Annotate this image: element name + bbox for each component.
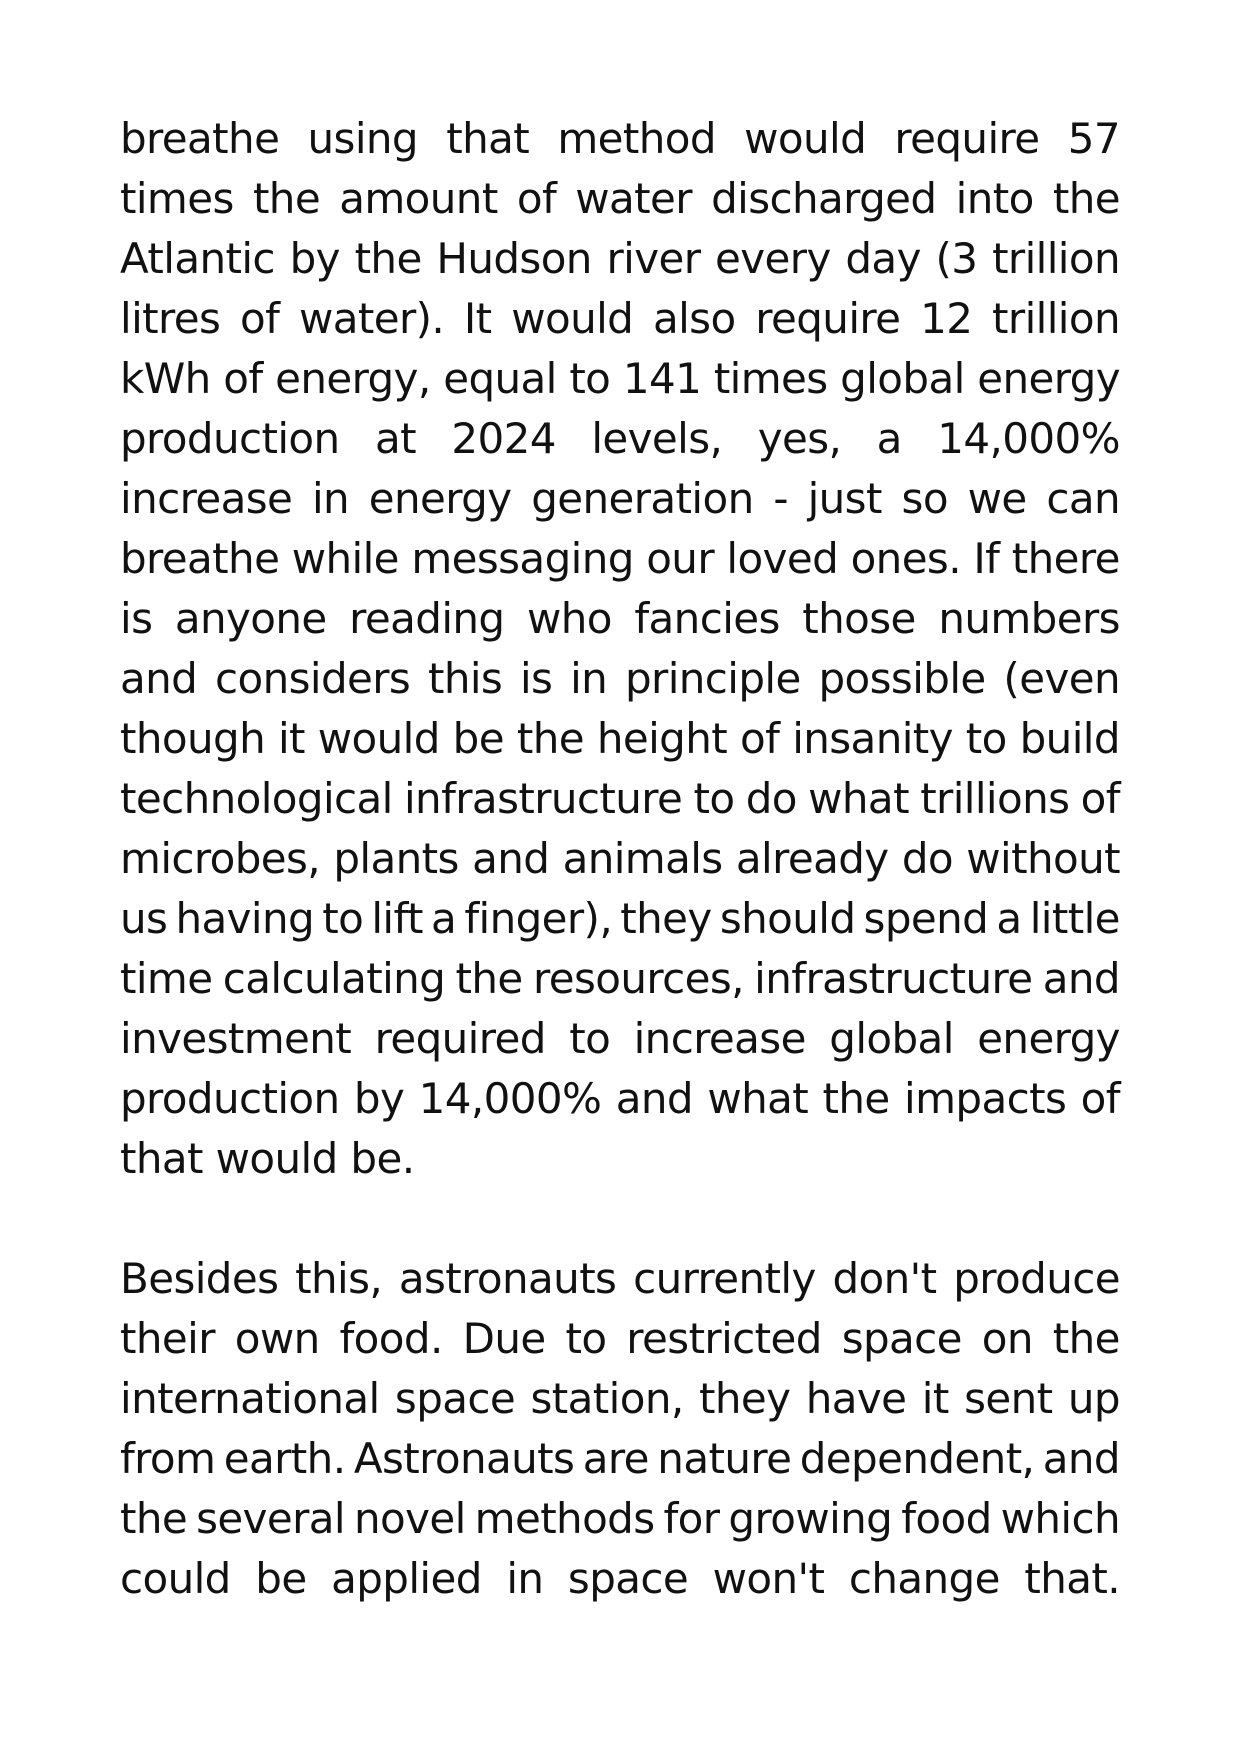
word: dependent, bbox=[799, 1434, 1035, 1483]
word: infrastructure bbox=[754, 954, 1033, 1003]
word: to bbox=[965, 714, 1007, 763]
word: earth. bbox=[223, 1434, 346, 1483]
word: a bbox=[996, 894, 1022, 943]
word: is bbox=[519, 654, 553, 703]
word: up bbox=[1067, 1374, 1120, 1423]
word: are bbox=[582, 1434, 649, 1483]
word: energy bbox=[977, 1014, 1120, 1063]
word: that bbox=[446, 114, 530, 163]
word: to bbox=[569, 354, 611, 403]
word: for bbox=[663, 1494, 720, 1543]
word: the bbox=[252, 174, 321, 223]
word: methods bbox=[474, 1494, 655, 1543]
word: just bbox=[807, 474, 882, 523]
word: breathe bbox=[120, 114, 280, 163]
word: it bbox=[277, 714, 305, 763]
word: breathe bbox=[120, 534, 280, 583]
text-line bbox=[120, 229, 1120, 289]
word: Atlantic bbox=[120, 234, 275, 283]
word: day bbox=[845, 234, 921, 283]
word: could bbox=[120, 1554, 231, 1603]
word: novel bbox=[353, 1494, 466, 1543]
word: 141 bbox=[622, 354, 702, 403]
word: 14,000% bbox=[937, 414, 1120, 463]
word: calculating bbox=[222, 954, 446, 1003]
text-line bbox=[120, 1549, 1120, 1609]
word: required bbox=[374, 1014, 546, 1063]
body-paragraph bbox=[120, 1249, 1120, 1609]
word: increase bbox=[120, 474, 293, 523]
word: change bbox=[848, 1554, 1000, 1603]
text-line bbox=[120, 1429, 1120, 1489]
word: to bbox=[322, 894, 364, 943]
word: energy, bbox=[275, 354, 431, 403]
word: of bbox=[516, 174, 557, 223]
word: 14,000% bbox=[418, 1074, 602, 1123]
text-line bbox=[120, 769, 1120, 829]
word: trillion bbox=[992, 294, 1120, 343]
text-line bbox=[120, 109, 1120, 169]
word: the bbox=[120, 1494, 188, 1543]
text-line bbox=[120, 1489, 1120, 1549]
word: impacts bbox=[904, 1074, 1067, 1123]
word: there bbox=[1011, 534, 1120, 583]
word: international bbox=[120, 1374, 380, 1423]
word: to bbox=[565, 1314, 607, 1363]
word: require bbox=[894, 114, 1040, 163]
word: though bbox=[120, 714, 266, 763]
word: the bbox=[822, 1074, 890, 1123]
word: own bbox=[234, 1314, 320, 1363]
word: to bbox=[569, 1014, 611, 1063]
word: astronauts bbox=[398, 1254, 617, 1303]
word: Besides bbox=[120, 1254, 279, 1303]
word: at bbox=[374, 414, 416, 463]
word: in bbox=[570, 654, 608, 703]
word: 57 bbox=[1067, 114, 1120, 163]
word: investment bbox=[120, 1014, 352, 1063]
word: messaging bbox=[411, 534, 634, 583]
word: can bbox=[1046, 474, 1120, 523]
word: yes, bbox=[757, 414, 842, 463]
word: principle bbox=[624, 654, 801, 703]
word: this, bbox=[295, 1254, 383, 1303]
word: should bbox=[719, 894, 856, 943]
word: restricted bbox=[626, 1314, 822, 1363]
word: without bbox=[966, 834, 1120, 883]
word: It bbox=[463, 294, 492, 343]
word: global bbox=[840, 354, 965, 403]
word: in bbox=[506, 1554, 544, 1603]
word: levels, bbox=[591, 414, 723, 463]
word: they bbox=[698, 1374, 791, 1423]
word: a bbox=[431, 894, 457, 943]
word: what bbox=[707, 1074, 809, 1123]
word: currently bbox=[633, 1254, 816, 1303]
word: what bbox=[808, 774, 909, 823]
word: that. bbox=[1024, 1554, 1120, 1603]
word: would bbox=[744, 114, 867, 163]
word: technological bbox=[120, 774, 393, 823]
word: be bbox=[452, 714, 504, 763]
word: every bbox=[715, 234, 831, 283]
word: of bbox=[740, 714, 780, 763]
word: height bbox=[596, 714, 728, 763]
word: possible bbox=[818, 654, 986, 703]
word: in bbox=[311, 474, 350, 523]
word: Due bbox=[462, 1314, 546, 1363]
word: food bbox=[901, 1494, 992, 1543]
word: production bbox=[120, 1074, 340, 1123]
word: the bbox=[1052, 174, 1120, 223]
word: numbers bbox=[938, 594, 1120, 643]
word: the bbox=[455, 954, 523, 1003]
text-line bbox=[120, 1069, 1120, 1129]
text-line bbox=[120, 829, 1120, 889]
word: 2024 bbox=[451, 414, 556, 463]
word: of bbox=[1080, 1074, 1120, 1123]
word: microbes, bbox=[120, 834, 321, 883]
word: amount bbox=[339, 174, 498, 223]
text-line bbox=[120, 1309, 1120, 1369]
word: global bbox=[829, 1014, 954, 1063]
word: river bbox=[606, 234, 701, 283]
document-page bbox=[120, 109, 1120, 1609]
word: kWh bbox=[120, 354, 211, 403]
word: fancies bbox=[634, 594, 780, 643]
word: us bbox=[120, 894, 168, 943]
word: nature bbox=[657, 1434, 792, 1483]
word: growing bbox=[728, 1494, 893, 1543]
word: energy bbox=[977, 354, 1120, 403]
word: trillions bbox=[920, 774, 1070, 823]
word: a bbox=[876, 414, 902, 463]
word: and bbox=[1042, 1434, 1120, 1483]
word: lift bbox=[371, 894, 423, 943]
word: the bbox=[1052, 1314, 1120, 1363]
text-line bbox=[120, 169, 1120, 229]
word: method bbox=[557, 114, 716, 163]
word: energy bbox=[368, 474, 512, 523]
word: using bbox=[307, 114, 418, 163]
text-line bbox=[120, 709, 1120, 769]
word: and bbox=[615, 1074, 693, 1123]
word: the bbox=[516, 714, 584, 763]
word: several bbox=[196, 1494, 346, 1543]
word: reading bbox=[349, 594, 505, 643]
word: spend bbox=[863, 894, 989, 943]
word: of bbox=[1080, 774, 1120, 823]
word: by bbox=[353, 1074, 405, 1123]
word: infrastructure bbox=[403, 774, 683, 823]
text-line bbox=[120, 409, 1120, 469]
word: resources, bbox=[532, 954, 744, 1003]
word: be bbox=[255, 1554, 307, 1603]
word: would bbox=[511, 294, 634, 343]
word: space bbox=[394, 1374, 516, 1423]
word: is bbox=[120, 594, 153, 643]
word: do bbox=[901, 834, 953, 883]
text-line bbox=[120, 1369, 1120, 1429]
text-line bbox=[120, 1249, 1120, 1309]
word: food. bbox=[339, 1314, 443, 1363]
text-line: that would be. bbox=[120, 1134, 415, 1183]
text-line bbox=[120, 589, 1120, 649]
word: their bbox=[120, 1314, 215, 1363]
text-line bbox=[120, 469, 1120, 529]
word: production bbox=[120, 414, 340, 463]
word: Astronauts bbox=[353, 1434, 575, 1483]
word: the bbox=[354, 234, 422, 283]
word: generation bbox=[531, 474, 754, 523]
text-line bbox=[120, 529, 1120, 589]
word: plants bbox=[333, 834, 459, 883]
word: litres bbox=[120, 294, 221, 343]
word: applied bbox=[331, 1554, 482, 1603]
word: our bbox=[646, 534, 714, 583]
word: also bbox=[652, 294, 736, 343]
word: increase bbox=[633, 1014, 806, 1063]
word: of bbox=[223, 354, 263, 403]
text-line bbox=[120, 289, 1120, 349]
word: while bbox=[291, 534, 399, 583]
word: space bbox=[567, 1554, 689, 1603]
paragraph-gap bbox=[120, 1189, 1120, 1249]
word: produce bbox=[953, 1254, 1120, 1303]
word: considers bbox=[214, 654, 411, 703]
word: time bbox=[120, 954, 213, 1003]
word: by bbox=[289, 234, 340, 283]
word: animals bbox=[562, 834, 723, 883]
word: space bbox=[841, 1314, 962, 1363]
word: from bbox=[120, 1434, 216, 1483]
word: - bbox=[773, 474, 788, 523]
word: which bbox=[1000, 1494, 1120, 1543]
word: they bbox=[620, 894, 712, 943]
word: water bbox=[575, 174, 692, 223]
word: little bbox=[1029, 894, 1120, 943]
word: and bbox=[1042, 954, 1120, 1003]
text-line bbox=[120, 949, 1120, 1009]
body-paragraph bbox=[120, 109, 1120, 1189]
word: on bbox=[981, 1314, 1033, 1363]
word: require bbox=[755, 294, 901, 343]
word: build bbox=[1019, 714, 1120, 763]
word: don't bbox=[832, 1254, 937, 1303]
word: finger), bbox=[464, 894, 613, 943]
word: sent bbox=[964, 1374, 1053, 1423]
word: (3 bbox=[935, 234, 978, 283]
word: we bbox=[967, 474, 1027, 523]
word: Hudson bbox=[436, 234, 592, 283]
word: discharged bbox=[711, 174, 937, 223]
word: (even bbox=[1003, 654, 1120, 703]
text-line bbox=[120, 649, 1120, 709]
word: insanity bbox=[792, 714, 953, 763]
word: won't bbox=[712, 1554, 825, 1603]
word: water). bbox=[298, 294, 445, 343]
word: so bbox=[901, 474, 948, 523]
word: those bbox=[802, 594, 916, 643]
text-line bbox=[120, 1009, 1120, 1069]
word: would bbox=[317, 714, 440, 763]
text-line bbox=[120, 889, 1120, 949]
word: If bbox=[973, 534, 1000, 583]
word: have bbox=[805, 1374, 907, 1423]
text-line bbox=[120, 349, 1120, 409]
word: loved bbox=[726, 534, 839, 583]
word: do bbox=[745, 774, 797, 823]
word: to bbox=[693, 774, 735, 823]
word: having bbox=[175, 894, 315, 943]
word: already bbox=[735, 834, 889, 883]
word: and bbox=[120, 654, 198, 703]
word: ones. bbox=[850, 534, 961, 583]
word: who bbox=[526, 594, 612, 643]
word: times bbox=[713, 354, 828, 403]
word: of bbox=[239, 294, 280, 343]
word: anyone bbox=[174, 594, 327, 643]
word: this bbox=[427, 654, 503, 703]
word: trillion bbox=[992, 234, 1120, 283]
word: into bbox=[955, 174, 1034, 223]
word: it bbox=[921, 1374, 949, 1423]
word: 12 bbox=[920, 294, 973, 343]
word: equal bbox=[443, 354, 557, 403]
word: station, bbox=[530, 1374, 684, 1423]
word: and bbox=[472, 834, 550, 883]
word: times bbox=[120, 174, 234, 223]
